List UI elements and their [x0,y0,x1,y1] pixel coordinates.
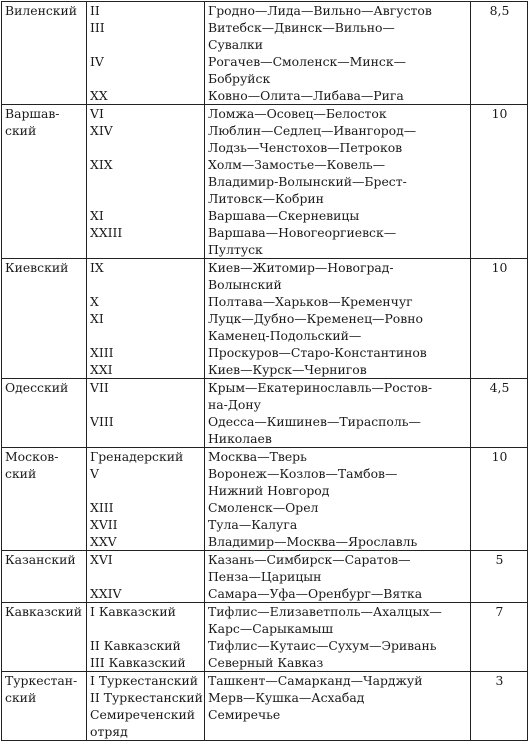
table-row [2,672,528,741]
district-cell-line: Киевский [5,260,69,275]
routes-cell-line: Ковно—Олита—Либава—Рига [208,88,404,103]
corps-cell-line: II Туркестанский [90,690,203,705]
corps-cell-line [90,70,202,87]
district-cell-line: Варшав- [5,106,60,121]
value-cell [471,551,528,603]
routes-cell-line [208,723,468,740]
district-cell [2,603,87,672]
value-text: 7 [495,604,504,619]
routes-cell-line: Гродно—Лида—Вильно—Августов [208,3,432,18]
corps-cell-line [90,139,202,156]
district-cell-line: ский [5,123,37,138]
routes-cell-line: Москва—Тверь [208,449,307,464]
value-cell [471,379,528,448]
corps-cell [87,379,205,448]
corps-cell-line [90,396,202,413]
district-cell-line: Туркестан- [5,673,78,688]
corps-cell-line: Гренадерский [90,449,184,464]
value-text: 10 [491,449,508,464]
corps-cell-line: XVII [90,517,118,532]
routes-cell-line: Тифлис—Елизаветполь—Ахалцых— [208,604,442,619]
corps-cell-line [90,620,202,637]
district-cell-line: Кавказский [5,604,83,619]
corps-cell-line [90,430,202,447]
value-cell [471,672,528,741]
district-cell-line: Одесский [5,380,69,395]
corps-cell [87,448,205,551]
routes-cell-line: Варшава—Скерневицы [208,208,360,223]
district-cell [2,105,87,259]
table-row [2,259,528,379]
district-cell-line: Москов- [5,449,59,464]
routes-cell-line: Киев—Житомир—Новоград- [208,260,394,275]
corps-cell-line: II [90,3,100,18]
value-cell [471,105,528,259]
corps-cell-line [90,276,202,293]
routes-cell-line: Казань—Симбирск—Саратов— [208,552,411,567]
routes-cell-line: Крым—Екатеринославль—Ростов- [208,380,433,395]
district-cell [2,259,87,379]
routes-cell [205,448,471,551]
corps-cell-line [90,241,202,258]
districts-table [1,1,528,741]
corps-cell-line: VI [90,106,104,121]
district-cell [2,379,87,448]
corps-cell-line: II Кавказский [90,638,181,653]
corps-cell-line: отряд [90,724,128,739]
district-cell-line: ский [5,466,37,481]
routes-cell-line: Тифлис—Кутаис—Сухум—Эривань [208,638,437,653]
value-text: 5 [495,552,504,567]
routes-cell-line: Ломжа—Осовец—Белосток [208,106,387,121]
routes-cell-line: Проскуров—Старо-Константинов [208,345,427,360]
table-row [2,603,528,672]
district-cell [2,2,87,105]
corps-cell-line [90,568,202,585]
corps-cell-line: XI [90,208,104,223]
corps-cell-line [90,36,202,53]
value-text: 10 [491,106,508,121]
routes-cell-line: Карс—Сарыкамыш [208,621,334,636]
routes-cell-line: Владимир-Волынский—Брест- [208,174,407,189]
corps-cell-line [90,482,202,499]
routes-cell-line: Нижний Новгород [208,483,330,498]
table-row [2,2,528,105]
corps-cell-line: XIV [90,123,113,138]
corps-cell-line [90,190,202,207]
routes-cell-line: Ташкент—Самарканд—Чарджуй [208,673,423,688]
routes-cell-line: Владимир—Москва—Ярославль [208,534,418,549]
corps-cell-line: X [90,294,99,309]
corps-cell-line: XVI [90,552,113,567]
value-cell [471,259,528,379]
routes-cell [205,105,471,259]
routes-cell-line: Смоленск—Орел [208,500,319,515]
routes-cell-line: Воронеж—Козлов—Тамбов— [208,466,398,481]
districts-table-body [2,2,528,741]
routes-cell [205,2,471,105]
corps-cell-line: XXIII [90,225,123,240]
routes-cell-line: Мерв—Кушка—Асхабад [208,690,365,705]
value-cell [471,2,528,105]
corps-cell-line: XIII [90,500,114,515]
value-text: 4,5 [489,380,510,395]
routes-cell-line: Одесса—Кишинев—Тирасполь— [208,414,421,429]
corps-cell [87,105,205,259]
routes-cell-line: Лодзь—Ченстохов—Петроков [208,140,403,155]
district-cell [2,551,87,603]
corps-cell-line: V [90,466,99,481]
corps-cell-line: III [90,20,105,35]
table-row [2,105,528,259]
corps-cell-line: XI [90,311,104,326]
district-cell-line: Виленский [5,3,78,18]
routes-cell-line: Киев—Курск—Чернигов [208,362,367,377]
routes-cell-line: Волынский [208,277,282,292]
routes-cell-line: Пенза—Царицын [208,569,322,584]
table-row [2,551,528,603]
routes-cell-line: Тула—Калуга [208,517,298,532]
routes-cell-line: Луцк—Дубно—Кременец—Ровно [208,311,423,326]
corps-cell-line: I Кавказский [90,604,176,619]
corps-cell-line: XXI [90,362,113,377]
corps-cell-line: XXV [90,534,117,549]
routes-cell-line: Каменец-Подольский— [208,328,362,343]
routes-cell-line: Люблин—Седлец—Ивангород— [208,123,417,138]
value-text: 8,5 [489,3,510,18]
corps-cell-line: Семиреченский [90,707,195,722]
district-cell-line: Казанский [5,552,76,567]
routes-cell-line: Николаев [208,431,272,446]
corps-cell-line: IV [90,54,104,69]
routes-cell-line: Семиречье [208,707,281,722]
routes-cell-line: Самара—Уфа—Оренбург—Вятка [208,586,423,601]
routes-cell [205,379,471,448]
corps-cell-line: III Кавказский [90,655,186,670]
table-row [2,448,528,551]
routes-cell-line: Бобруйск [208,71,271,86]
value-cell [471,448,528,551]
routes-cell [205,672,471,741]
corps-cell [87,2,205,105]
routes-cell [205,603,471,672]
corps-cell-line: XIX [90,157,113,172]
corps-cell-line: IX [90,260,104,275]
value-text: 3 [495,673,504,688]
corps-cell [87,603,205,672]
routes-cell-line: Витебск—Двинск—Вильно— [208,20,395,35]
routes-cell-line: Литовск—Кобрин [208,191,324,206]
corps-cell-line: VIII [90,414,114,429]
routes-cell [205,259,471,379]
corps-cell [87,672,205,741]
corps-cell-line: XXIV [90,586,122,601]
district-cell [2,672,87,741]
routes-cell-line: Рогачев—Смоленск—Минск— [208,54,406,69]
corps-cell-line: XIII [90,345,114,360]
corps-cell-line: I Туркестанский [90,673,199,688]
routes-cell-line: Северный Кавказ [208,655,324,670]
district-cell-line: ский [5,690,37,705]
routes-cell-line: Холм—Замостье—Ковель— [208,157,386,172]
district-cell [2,448,87,551]
value-text: 10 [491,260,508,275]
corps-cell [87,551,205,603]
corps-cell-line: XX [90,88,108,103]
corps-cell-line [90,173,202,190]
routes-cell-line: на-Дону [208,397,261,412]
routes-cell-line: Варшава—Новогеоргиевск— [208,225,397,240]
routes-cell-line: Сувалки [208,37,264,52]
routes-cell [205,551,471,603]
routes-cell-line: Полтава—Харьков—Кременчуг [208,294,413,309]
table-row [2,379,528,448]
corps-cell-line [90,327,202,344]
routes-cell-line: Пултуск [208,242,263,257]
value-cell [471,603,528,672]
corps-cell [87,259,205,379]
corps-cell-line: VII [90,380,109,395]
